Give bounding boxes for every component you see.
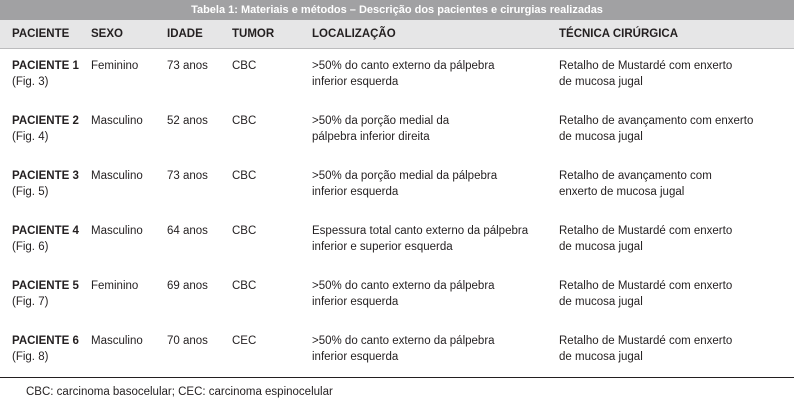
- cell-tecnica: [559, 58, 789, 90]
- figure-ref: (Fig. 7): [12, 296, 49, 308]
- cell-idade: 52 anos: [167, 115, 208, 127]
- table-title: Tabela 1: Materiais e métodos – Descrição dos pacientes e cirurgias realizadas: [0, 0, 794, 20]
- table-row: [0, 278, 794, 334]
- cell-localizacao: [312, 278, 552, 310]
- localizacao-line-2: pálpebra inferior direita: [312, 131, 430, 143]
- cell-tecnica: [559, 333, 789, 365]
- header-tecnica: TÉCNICA CIRÚRGICA: [559, 28, 679, 40]
- table-row: [0, 58, 794, 114]
- tecnica-line-2: de mucosa jugal: [559, 76, 643, 88]
- table-row: [0, 223, 794, 279]
- cell-paciente: [12, 333, 87, 365]
- table-header-row: [0, 20, 794, 49]
- cell-tumor: CBC: [232, 115, 257, 127]
- cell-idade: 69 anos: [167, 280, 208, 292]
- tecnica-line-2: enxerto de mucosa jugal: [559, 186, 685, 198]
- cell-paciente: [12, 168, 87, 200]
- cell-sexo: Feminino: [91, 280, 139, 292]
- cell-sexo: Masculino: [91, 115, 143, 127]
- header-paciente: PACIENTE: [12, 28, 70, 40]
- cell-paciente: [12, 58, 87, 90]
- localizacao-line-1: >50% da porção medial da: [312, 115, 450, 127]
- patient-label: PACIENTE 3: [12, 170, 79, 182]
- cell-tumor: CBC: [232, 170, 257, 182]
- table-row: [0, 168, 794, 224]
- tecnica-line-2: de mucosa jugal: [559, 351, 643, 363]
- cell-tecnica: [559, 223, 789, 255]
- tecnica-line-1: Retalho de Mustardé com enxerto: [559, 335, 733, 347]
- patient-label: PACIENTE 1: [12, 60, 79, 72]
- localizacao-line-1: >50% do canto externo da pálpebra: [312, 335, 495, 347]
- localizacao-line-1: Espessura total canto externo da pálpebra: [312, 225, 529, 237]
- localizacao-line-2: inferior e superior esquerda: [312, 241, 453, 253]
- cell-idade: 64 anos: [167, 225, 208, 237]
- localizacao-line-1: >50% do canto externo da pálpebra: [312, 280, 495, 292]
- cell-tecnica: [559, 168, 789, 200]
- cell-tumor: CBC: [232, 280, 257, 292]
- patient-label: PACIENTE 2: [12, 115, 79, 127]
- header-tumor: TUMOR: [232, 28, 275, 40]
- cell-localizacao: [312, 168, 552, 200]
- figure-ref: (Fig. 4): [12, 131, 49, 143]
- tecnica-line-2: de mucosa jugal: [559, 241, 643, 253]
- cell-sexo: Masculino: [91, 225, 143, 237]
- tecnica-line-1: Retalho de Mustardé com enxerto: [559, 225, 733, 237]
- cell-localizacao: [312, 58, 552, 90]
- localizacao-line-2: inferior esquerda: [312, 296, 399, 308]
- cell-paciente: [12, 278, 87, 310]
- cell-tecnica: [559, 278, 789, 310]
- cell-paciente: [12, 113, 87, 145]
- figure-ref: (Fig. 3): [12, 76, 49, 88]
- tecnica-line-2: de mucosa jugal: [559, 131, 643, 143]
- header-localizacao: LOCALIZAÇÃO: [312, 28, 396, 40]
- localizacao-line-2: inferior esquerda: [312, 186, 399, 198]
- patient-label: PACIENTE 4: [12, 225, 79, 237]
- figure-ref: (Fig. 6): [12, 241, 49, 253]
- patient-label: PACIENTE 5: [12, 280, 79, 292]
- localizacao-line-2: inferior esquerda: [312, 351, 399, 363]
- tecnica-line-1: Retalho de Mustardé com enxerto: [559, 280, 733, 292]
- header-sexo: SEXO: [91, 28, 123, 40]
- cell-sexo: Feminino: [91, 60, 139, 72]
- cell-tumor: CBC: [232, 60, 257, 72]
- cell-tumor: CBC: [232, 225, 257, 237]
- tecnica-line-2: de mucosa jugal: [559, 296, 643, 308]
- table-row: [0, 333, 794, 377]
- cell-paciente: [12, 223, 87, 255]
- cell-idade: 73 anos: [167, 60, 208, 72]
- figure-ref: (Fig. 8): [12, 351, 49, 363]
- localizacao-line-1: >50% da porção medial da pálpebra: [312, 170, 498, 182]
- cell-sexo: Masculino: [91, 170, 143, 182]
- cell-sexo: Masculino: [91, 335, 143, 347]
- cell-localizacao: [312, 113, 552, 145]
- table-row: [0, 113, 794, 169]
- localizacao-line-2: inferior esquerda: [312, 76, 399, 88]
- localizacao-line-1: >50% do canto externo da pálpebra: [312, 60, 495, 72]
- figure-ref: (Fig. 5): [12, 186, 49, 198]
- cell-tumor: CEC: [232, 335, 257, 347]
- tecnica-line-1: Retalho de avançamento com enxerto: [559, 115, 754, 127]
- cell-localizacao: [312, 333, 552, 365]
- cell-localizacao: [312, 223, 552, 255]
- table-bottom-rule: [0, 377, 794, 378]
- cell-idade: 70 anos: [167, 335, 208, 347]
- header-idade: IDADE: [167, 28, 203, 40]
- table-footnote: CBC: carcinoma basocelular; CEC: carcinoma espinocelular: [26, 386, 333, 398]
- tecnica-line-1: Retalho de Mustardé com enxerto: [559, 60, 733, 72]
- cell-idade: 73 anos: [167, 170, 208, 182]
- cell-tecnica: [559, 113, 789, 145]
- patient-label: PACIENTE 6: [12, 335, 79, 347]
- tecnica-line-1: Retalho de avançamento com: [559, 170, 712, 182]
